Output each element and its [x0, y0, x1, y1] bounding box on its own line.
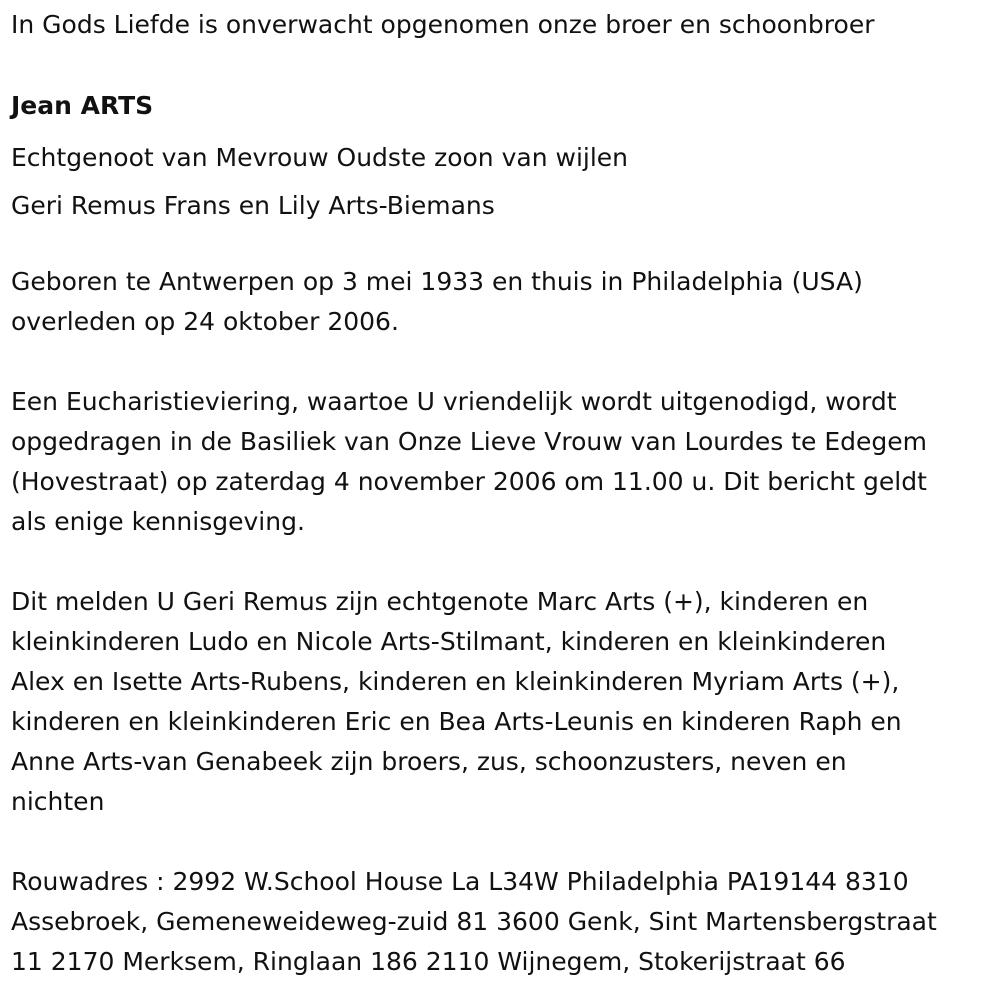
address-line: Assebroek, Gemeneweideweg-zuid 81 3600 Genk, Sint Martensbergstraat: [11, 907, 937, 936]
mourners-line: kleinkinderen Ludo en Nicole Arts-Stilmant, kinderen en kleinkinderen: [11, 627, 887, 656]
family-paragraph: [11, 134, 628, 230]
mourners-line: kinderen en kleinkinderen Eric en Bea Arts-Leunis en kinderen Raph en: [11, 707, 902, 736]
address-line: 11 2170 Merksem, Ringlaan 186 2110 Wijnegem, Stokerijstraat 66: [11, 947, 846, 976]
intro-line: In Gods Liefde is onverwacht opgenomen onze broer en schoonbroer: [11, 10, 875, 39]
birth-paragraph: [11, 262, 863, 342]
family-line: Echtgenoot van Mevrouw Oudste zoon van wijlen: [11, 143, 629, 172]
family-line: Geri Remus Frans en Lily Arts-Biemans: [11, 191, 495, 220]
birth-line: overleden op 24 oktober 2006.: [11, 307, 399, 336]
ceremony-line: Een Eucharistieviering, waartoe U vriendelijk wordt uitgenodigd, wordt: [11, 387, 897, 416]
ceremony-line: opgedragen in de Basiliek van Onze Lieve Vrouw van Lourdes te Edegem: [11, 427, 927, 456]
birth-line: Geboren te Antwerpen op 3 mei 1933 en thuis in Philadelphia (USA): [11, 267, 863, 296]
ceremony-line: (Hovestraat) op zaterdag 4 november 2006 om 11.00 u. Dit bericht geldt: [11, 467, 927, 496]
mourners-paragraph: [11, 582, 902, 822]
address-paragraph: [11, 862, 937, 982]
deceased-name: Jean ARTS: [11, 91, 154, 120]
address-line: Rouwadres : 2992 W.School House La L34W Philadelphia PA19144 8310: [11, 867, 909, 896]
mourners-line: Dit melden U Geri Remus zijn echtgenote Marc Arts (+), kinderen en: [11, 587, 869, 616]
mourners-line: Alex en Isette Arts-Rubens, kinderen en kleinkinderen Myriam Arts (+),: [11, 667, 900, 696]
mourners-line: nichten: [11, 787, 105, 816]
mourners-line: Anne Arts-van Genabeek zijn broers, zus, schoonzusters, neven en: [11, 747, 847, 776]
ceremony-line: als enige kennisgeving.: [11, 507, 305, 536]
ceremony-paragraph: [11, 382, 927, 542]
